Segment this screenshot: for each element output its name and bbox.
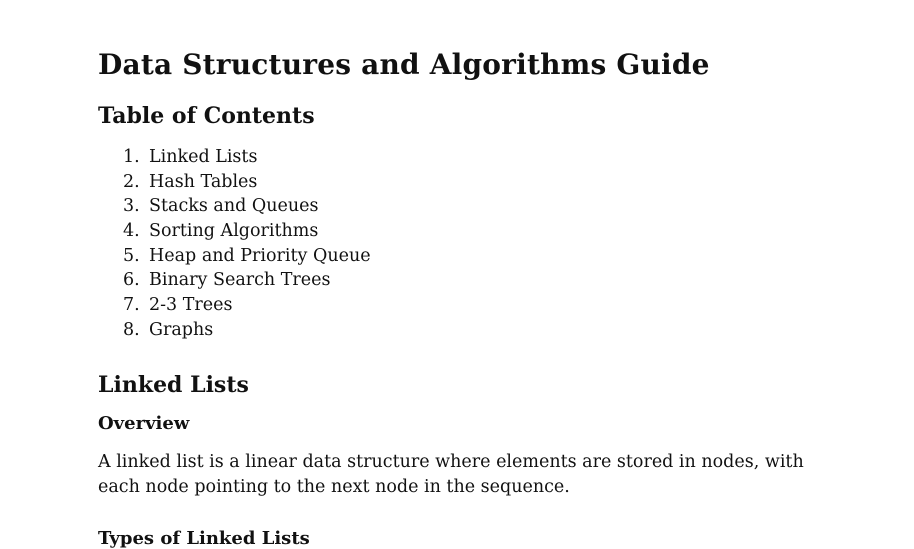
toc-item-label: Binary Search Trees: [149, 270, 331, 291]
toc-item-linked-lists: [123, 145, 371, 170]
toc-item-label: Sorting Algorithms: [149, 221, 319, 242]
toc-item-hash-tables: [123, 170, 371, 195]
subsection-heading-types: Types of Linked Lists: [98, 528, 310, 549]
toc-item-label: Heap and Priority Queue: [149, 245, 371, 266]
toc-item-number: 6.: [123, 270, 140, 291]
overview-paragraph: A linked list is a linear data structure where elements are stored in nodes, with each node pointing to the next node in the sequence.: [98, 452, 804, 497]
toc-item-sorting-algorithms: [123, 219, 371, 244]
toc-item-label: Graphs: [149, 319, 214, 340]
toc-item-label: Linked Lists: [149, 147, 258, 167]
subsection-heading-overview: Overview: [98, 413, 190, 434]
toc-item-number: 3.: [123, 196, 140, 217]
section-heading-linked-lists: Linked Lists: [98, 372, 249, 398]
toc-item-number: 4.: [123, 221, 140, 242]
toc-item-stacks-and-queues: [123, 194, 371, 219]
toc-item-label: Stacks and Queues: [149, 196, 319, 217]
document-title: Data Structures and Algorithms Guide: [98, 48, 710, 81]
toc-item-graphs: [123, 318, 371, 343]
toc-item-number: 1.: [123, 147, 140, 167]
toc-item-number: 5.: [123, 245, 140, 266]
toc-item-number: 8.: [123, 319, 140, 340]
toc-item-2-3-trees: [123, 293, 371, 318]
table-of-contents: [123, 145, 371, 343]
toc-heading: Table of Contents: [98, 103, 315, 129]
toc-item-heap-and-priority-queue: [123, 244, 371, 269]
toc-item-number: 2.: [123, 171, 140, 192]
toc-item-label: 2-3 Trees: [149, 295, 233, 316]
toc-item-binary-search-trees: [123, 268, 371, 293]
toc-item-label: Hash Tables: [149, 171, 258, 192]
toc-item-number: 7.: [123, 295, 140, 316]
